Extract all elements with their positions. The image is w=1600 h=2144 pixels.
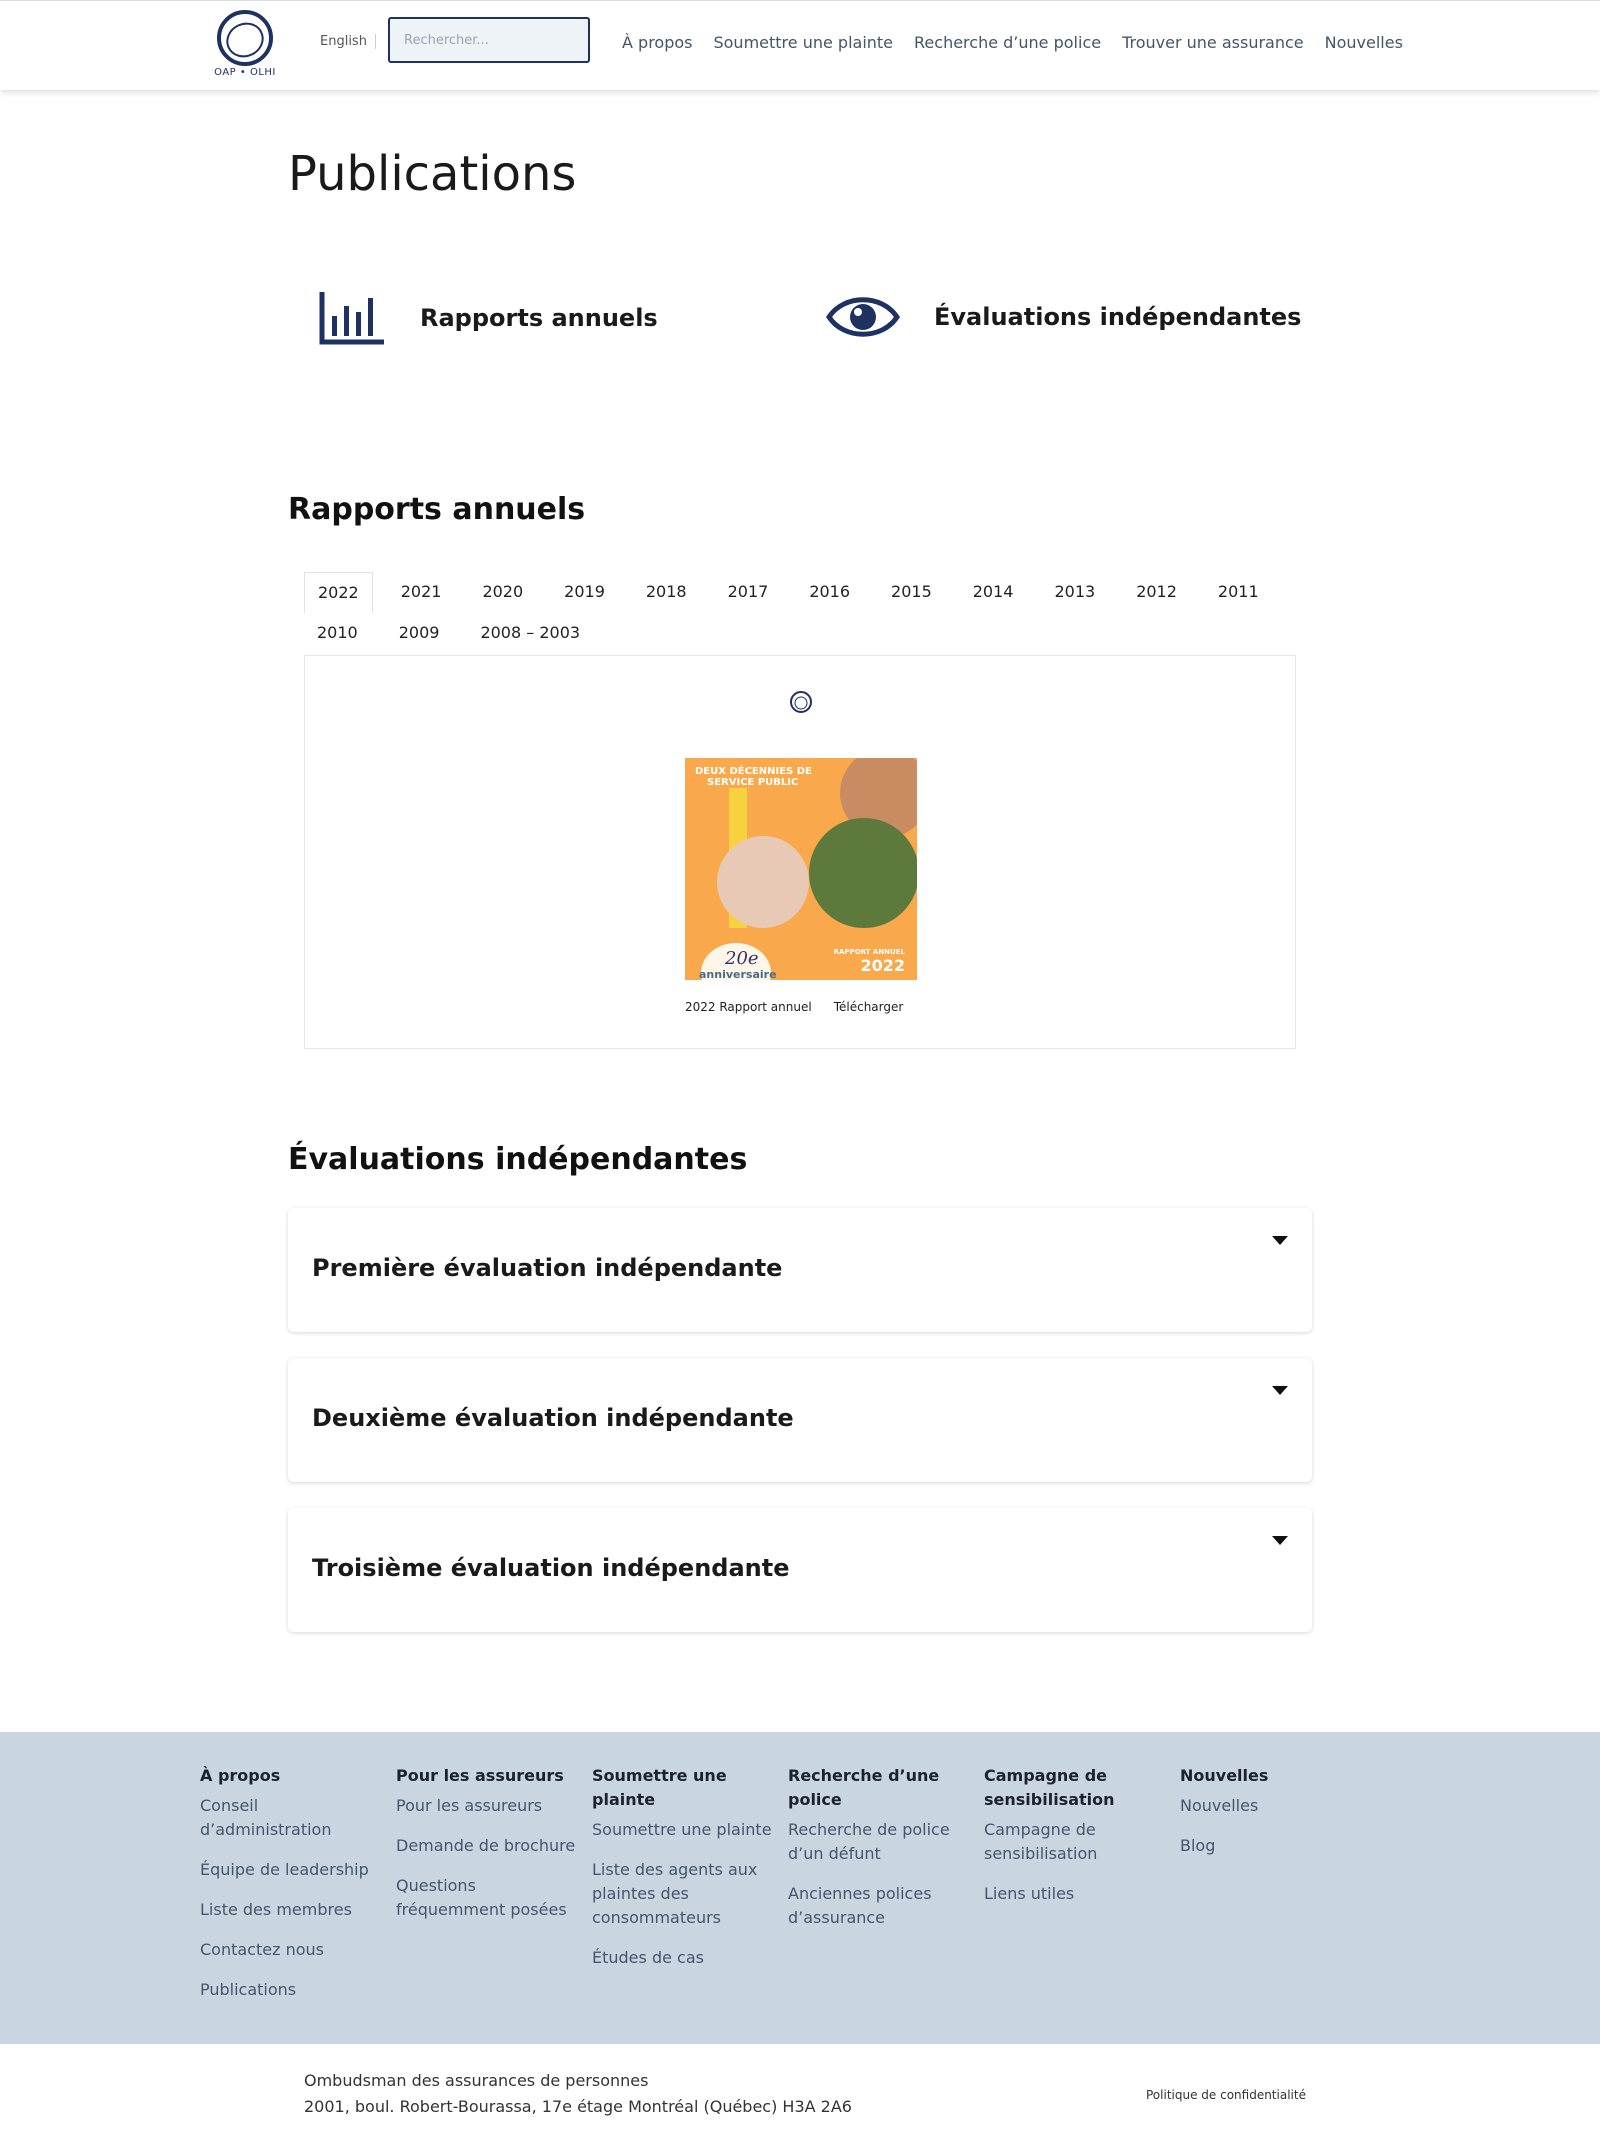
language-switch[interactable]: English (320, 34, 376, 49)
search-input[interactable] (388, 17, 590, 63)
accordion-first-evaluation[interactable] (288, 1208, 1312, 1332)
footer-link[interactable]: Nouvelles (1180, 1796, 1259, 1815)
category-label: Évaluations indépendantes (934, 303, 1302, 331)
footer-col-insurers (396, 1764, 582, 1938)
footer-heading: Nouvelles (1180, 1766, 1269, 1785)
footer-link[interactable]: Conseil d’administration (200, 1796, 332, 1839)
footer-link[interactable]: Campagne de sensibilisation (984, 1820, 1098, 1863)
nav-about[interactable]: À propos (622, 33, 693, 52)
footer-col-complaint (592, 1764, 778, 1986)
tab-2020[interactable]: 2020 (482, 582, 524, 601)
caret-down-icon (1272, 1386, 1288, 1395)
footer-link[interactable]: Liste des membres (200, 1900, 352, 1919)
footer-link[interactable]: Recherche de police d’un défunt (788, 1820, 950, 1863)
footer-heading: Recherche d’une police (788, 1766, 940, 1809)
footer-link[interactable]: Publications (200, 1980, 297, 1999)
category-annual-reports[interactable] (318, 290, 658, 346)
tab-2008-2003[interactable]: 2008 – 2003 (480, 623, 581, 642)
footer-link[interactable]: Liste des agents aux plaintes des consommateurs (592, 1860, 758, 1927)
footer-link[interactable]: Contactez nous (200, 1940, 324, 1959)
download-link[interactable]: Télécharger (833, 1000, 904, 1014)
cover-headline-line: DEUX DÉCENNIES DE (695, 766, 812, 777)
nav-news[interactable]: Nouvelles (1324, 33, 1403, 52)
tab-2019[interactable]: 2019 (564, 582, 605, 601)
tab-2012[interactable]: 2012 (1136, 582, 1177, 601)
site-footer (0, 1732, 1600, 2044)
photo-seniors-circle (809, 818, 917, 928)
cover-report-small: RAPPORT ANNUEL (833, 948, 905, 956)
privacy-policy-link[interactable]: Politique de confidentialité (1146, 2088, 1306, 2102)
accordion-second-evaluation[interactable] (288, 1358, 1312, 1482)
tab-2009[interactable]: 2009 (398, 623, 440, 642)
footer-link[interactable]: Liens utiles (984, 1884, 1075, 1903)
footer-heading: Pour les assureurs (396, 1766, 564, 1785)
footer-link[interactable]: Pour les assureurs (396, 1796, 543, 1815)
annual-report-cover[interactable] (685, 686, 917, 980)
sub-footer (0, 2044, 1600, 2144)
footer-col-about (200, 1764, 386, 2018)
footer-link[interactable]: Blog (1180, 1836, 1216, 1855)
bar-chart-icon (318, 290, 386, 346)
anniversary-number: 20e (725, 948, 759, 969)
annual-reports-heading: Rapports annuels (288, 492, 586, 527)
footer-heading: Soumettre une plainte (592, 1766, 727, 1809)
cover-report-year: 2022 (860, 956, 905, 975)
report-caption: 2022 Rapport annuel (685, 1000, 812, 1014)
cover-report-label (834, 948, 905, 975)
site-logo[interactable] (210, 9, 280, 83)
logo-rings-icon (216, 9, 274, 67)
footer-col-policy-search (788, 1764, 974, 1946)
category-independent-evaluations[interactable] (826, 290, 1301, 344)
footer-link[interactable]: Équipe de leadership (200, 1860, 369, 1879)
tab-2010[interactable]: 2010 (317, 623, 358, 642)
tab-2017[interactable]: 2017 (727, 582, 769, 601)
tab-2014[interactable]: 2014 (972, 582, 1014, 601)
footer-heading: Campagne de sensibilisation (984, 1766, 1115, 1809)
page-title: Publications (288, 146, 577, 202)
accordion-title: Première évaluation indépendante (312, 1254, 783, 1282)
footer-link[interactable]: Anciennes polices d’assurance (788, 1884, 932, 1927)
nav-submit-complaint[interactable]: Soumettre une plainte (713, 33, 894, 52)
eye-icon (826, 290, 900, 344)
cover-caption (685, 1000, 903, 1014)
nav-policy-search[interactable]: Recherche d’une police (914, 33, 1102, 52)
accordion-title: Troisième évaluation indépendante (312, 1554, 790, 1582)
site-header (0, 0, 1600, 90)
cover-headline-line: SERVICE PUBLIC (707, 777, 799, 788)
tab-2013[interactable]: 2013 (1054, 582, 1096, 601)
anniversary-word: anniversaire (699, 968, 777, 980)
cover-header (685, 686, 917, 758)
tab-2016[interactable]: 2016 (809, 582, 851, 601)
cover-body (685, 758, 917, 980)
tab-2018[interactable]: 2018 (645, 582, 687, 601)
organization-name: Ombudsman des assurances de personnes (304, 2071, 649, 2090)
category-label: Rapports annuels (420, 304, 658, 332)
year-tabs (304, 572, 1294, 654)
tab-2011[interactable]: 2011 (1217, 582, 1259, 601)
caret-down-icon (1272, 1536, 1288, 1545)
address-block (304, 2068, 852, 2120)
footer-link[interactable]: Soumettre une plainte (592, 1820, 772, 1839)
footer-col-news (1180, 1764, 1366, 1874)
photo-mother-child-circle (717, 836, 809, 928)
nav-find-insurance[interactable]: Trouver une assurance (1122, 33, 1304, 52)
footer-link[interactable]: Questions fréquemment posées (396, 1876, 567, 1919)
street-address: 2001, boul. Robert-Bourassa, 17e étage Montréal (Québec) H3A 2A6 (304, 2097, 852, 2116)
footer-link[interactable]: Demande de brochure (396, 1836, 576, 1855)
cover-headline (695, 766, 812, 788)
main-nav (622, 33, 1403, 52)
tab-2021[interactable]: 2021 (400, 582, 442, 601)
cover-logo-icon (789, 690, 813, 714)
accordion-third-evaluation[interactable] (288, 1508, 1312, 1632)
accordion-title: Deuxième évaluation indépendante (312, 1404, 794, 1432)
footer-col-campaign (984, 1764, 1170, 1922)
footer-link[interactable]: Études de cas (592, 1948, 704, 1967)
caret-down-icon (1272, 1236, 1288, 1245)
tab-2022[interactable]: 2022 (304, 572, 373, 613)
tab-2015[interactable]: 2015 (891, 582, 932, 601)
footer-heading: À propos (200, 1766, 281, 1785)
evaluations-heading: Évaluations indépendantes (288, 1142, 748, 1177)
tab-panel-2022 (304, 655, 1296, 1049)
logo-text: OAP • OLHI (214, 67, 276, 78)
